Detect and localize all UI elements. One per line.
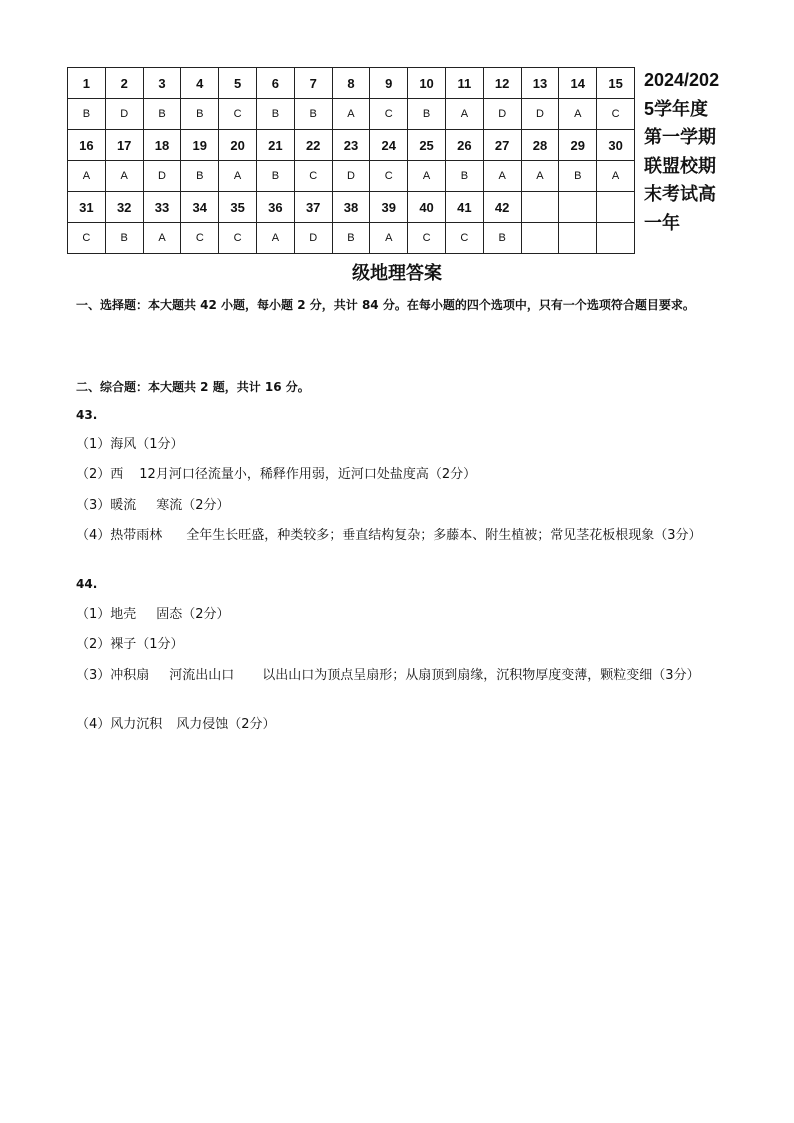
q44-3-part-a: （3）冲积扇: [76, 668, 150, 683]
answer-cell: B: [143, 99, 181, 130]
answer-cell: [521, 223, 559, 254]
section-comprehensive-header: 二、综合题：本大题共 2 题，共计 16 分。: [76, 380, 310, 394]
answer-cell: A: [370, 223, 408, 254]
question-number-cell: 23: [332, 130, 370, 161]
question-number-cell: 37: [294, 192, 332, 223]
answer-cell: [597, 223, 635, 254]
question-number-cell: 20: [219, 130, 257, 161]
answer-cell: B: [181, 161, 219, 192]
question-number-cell: 10: [408, 68, 446, 99]
question-number-row: [68, 130, 635, 161]
answer-cell: B: [68, 99, 106, 130]
question-number-cell: 2: [105, 68, 143, 99]
answer-cell: C: [370, 161, 408, 192]
question-number-cell: 26: [445, 130, 483, 161]
answer-cell: A: [521, 161, 559, 192]
question-number-cell: 12: [483, 68, 521, 99]
q44-answer-2: [76, 635, 721, 654]
answer-cell: B: [105, 223, 143, 254]
answer-cell: D: [332, 161, 370, 192]
question-number-cell: [597, 192, 635, 223]
exam-title-side: 2024/2025学年度第一学期联盟校期末考试高一年: [644, 70, 720, 233]
q44-answer-1: [76, 605, 721, 624]
answer-cell: D: [105, 99, 143, 130]
answer-cell: B: [445, 161, 483, 192]
answer-cell: B: [408, 99, 446, 130]
q43-answer-3: [76, 496, 721, 515]
answer-cell: D: [483, 99, 521, 130]
question-number-cell: 33: [143, 192, 181, 223]
answer-key-row: [68, 161, 635, 192]
answer-cell: D: [143, 161, 181, 192]
answer-cell: C: [370, 99, 408, 130]
question-number-cell: [521, 192, 559, 223]
answer-cell: C: [219, 99, 257, 130]
answer-cell: B: [256, 161, 294, 192]
answer-key-row: [68, 99, 635, 130]
question-number-cell: 5: [219, 68, 257, 99]
question-number-cell: 21: [256, 130, 294, 161]
question-number-cell: 40: [408, 192, 446, 223]
answer-cell: B: [181, 99, 219, 130]
answer-cell: C: [597, 99, 635, 130]
answer-cell: D: [294, 223, 332, 254]
answer-cell: B: [294, 99, 332, 130]
answer-cell: A: [332, 99, 370, 130]
q44-4-part-b: 风力侵蚀（2分）: [176, 717, 276, 732]
question-number-cell: 39: [370, 192, 408, 223]
q43-answer-4: [76, 526, 721, 545]
question-number-cell: 8: [332, 68, 370, 99]
question-number-cell: 28: [521, 130, 559, 161]
section-choice-header: 一、选择题：本大题共 42 小题，每小题 2 分，共计 84 分。在每小题的四个选项中，只有一个选项符合题目要求。: [76, 298, 695, 312]
question-number-cell: 9: [370, 68, 408, 99]
question-44-number: 44.: [76, 577, 98, 591]
question-number-cell: 11: [445, 68, 483, 99]
question-number-cell: [559, 192, 597, 223]
answer-cell: C: [219, 223, 257, 254]
answer-cell: A: [408, 161, 446, 192]
answer-key-row: [68, 223, 635, 254]
q43-4-part-a: （4）热带雨林: [76, 528, 163, 543]
question-number-cell: 36: [256, 192, 294, 223]
answer-cell: A: [143, 223, 181, 254]
question-number-cell: 29: [559, 130, 597, 161]
q44-2-part-a: （2）裸子（1分）: [76, 637, 184, 652]
question-number-cell: 22: [294, 130, 332, 161]
question-number-cell: 16: [68, 130, 106, 161]
question-number-cell: 24: [370, 130, 408, 161]
question-number-cell: 18: [143, 130, 181, 161]
question-number-cell: 31: [68, 192, 106, 223]
answer-cell: A: [105, 161, 143, 192]
answer-cell: C: [181, 223, 219, 254]
answer-cell: B: [483, 223, 521, 254]
question-number-row: [68, 192, 635, 223]
answer-cell: C: [445, 223, 483, 254]
q44-answer-3: [76, 666, 721, 685]
answer-cell: A: [68, 161, 106, 192]
answer-cell: B: [256, 99, 294, 130]
answer-cell: A: [597, 161, 635, 192]
q44-4-part-a: （4）风力沉积: [76, 717, 163, 732]
exam-title-center: 级地理答案: [352, 263, 442, 284]
answer-cell: A: [483, 161, 521, 192]
question-number-cell: 13: [521, 68, 559, 99]
answer-cell: A: [219, 161, 257, 192]
question-number-cell: 3: [143, 68, 181, 99]
question-43-number: 43.: [76, 408, 98, 422]
q43-answer-2: [76, 465, 721, 484]
question-number-cell: 42: [483, 192, 521, 223]
question-number-cell: 27: [483, 130, 521, 161]
question-number-cell: 19: [181, 130, 219, 161]
answer-cell: C: [408, 223, 446, 254]
question-number-cell: 1: [68, 68, 106, 99]
question-number-cell: 7: [294, 68, 332, 99]
question-number-cell: 38: [332, 192, 370, 223]
question-number-cell: 30: [597, 130, 635, 161]
question-number-cell: 6: [256, 68, 294, 99]
answer-cell: C: [294, 161, 332, 192]
q43-3-part-a: （3）暖流: [76, 498, 137, 513]
question-number-cell: 4: [181, 68, 219, 99]
question-number-row: [68, 68, 635, 99]
question-number-cell: 17: [105, 130, 143, 161]
question-number-cell: 35: [219, 192, 257, 223]
q44-answer-4: [76, 715, 721, 734]
q44-3-part-c: 以出山口为顶点呈扇形；从扇顶到扇缘，沉积物厚度变薄，颗粒变细（3分）: [262, 668, 700, 683]
answer-cell: D: [521, 99, 559, 130]
q44-1-part-b: 固态（2分）: [156, 607, 230, 622]
q43-4-part-b: 全年生长旺盛，种类较多；垂直结构复杂；多藤本、附生植被；常见茎花板根现象（3分）: [186, 528, 702, 543]
answer-cell: B: [559, 161, 597, 192]
question-number-cell: 14: [559, 68, 597, 99]
q44-3-part-b: 河流出山口: [169, 668, 235, 683]
q43-2-part-b: 12月河口径流量小，稀释作用弱，近河口处盐度高（2分）: [139, 467, 477, 482]
answer-table: [67, 67, 635, 254]
answer-cell: [559, 223, 597, 254]
answer-cell: A: [559, 99, 597, 130]
answer-cell: A: [445, 99, 483, 130]
answer-cell: C: [68, 223, 106, 254]
q44-1-part-a: （1）地壳: [76, 607, 137, 622]
q43-answer-1: [76, 435, 721, 454]
q43-1-part-a: （1）海风（1分）: [76, 437, 184, 452]
question-number-cell: 34: [181, 192, 219, 223]
question-number-cell: 15: [597, 68, 635, 99]
question-number-cell: 25: [408, 130, 446, 161]
question-number-cell: 32: [105, 192, 143, 223]
answer-cell: A: [256, 223, 294, 254]
question-number-cell: 41: [445, 192, 483, 223]
q43-3-part-b: 寒流（2分）: [156, 498, 230, 513]
q43-2-part-a: （2）西: [76, 467, 124, 482]
answer-cell: B: [332, 223, 370, 254]
